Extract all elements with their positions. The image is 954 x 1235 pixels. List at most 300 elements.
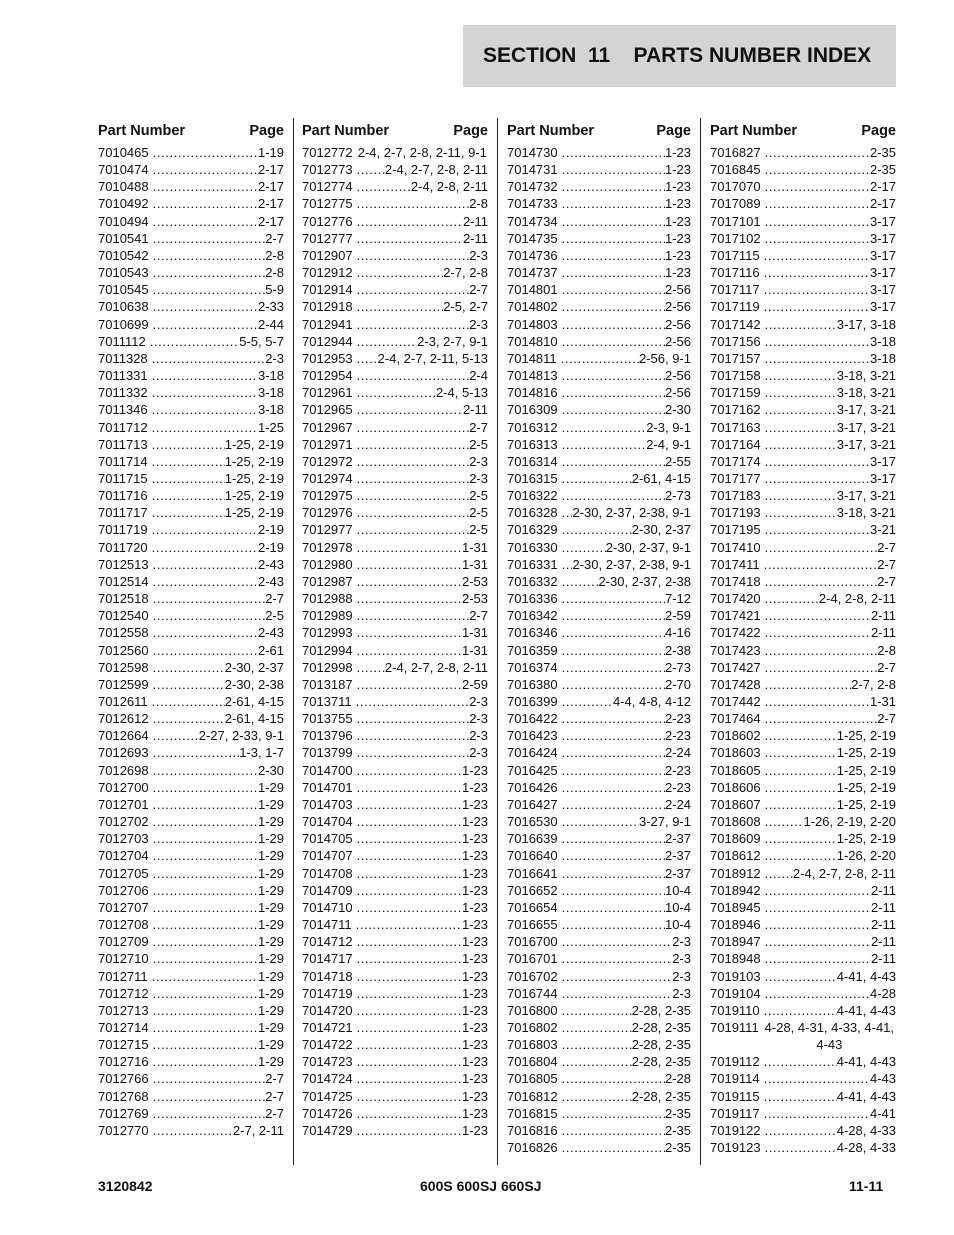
page-reference: 2-5 <box>469 488 488 504</box>
index-row <box>98 624 284 641</box>
page-reference: 1-23 <box>461 1088 488 1104</box>
page-reference: 4-16 <box>664 625 691 641</box>
part-number: 7016329 <box>507 522 558 538</box>
page-reference: 2-7 <box>265 591 284 607</box>
index-row <box>507 298 691 315</box>
index-row <box>98 899 284 916</box>
part-number: 7012703 <box>98 831 149 847</box>
index-row <box>507 316 691 333</box>
index-row <box>710 642 896 659</box>
index-row <box>710 539 896 556</box>
index-row <box>302 813 488 830</box>
part-number: 7014733 <box>507 196 558 212</box>
index-row <box>302 916 488 933</box>
page-reference: 2-3 <box>672 985 691 1001</box>
dot-leader <box>153 985 258 1002</box>
dot-leader <box>765 847 837 864</box>
index-row <box>98 933 284 950</box>
index-row <box>507 727 691 744</box>
index-row <box>302 1036 488 1053</box>
dot-leader <box>152 521 258 538</box>
part-number: 7017102 <box>710 230 761 246</box>
part-number: 7012994 <box>302 642 353 658</box>
dot-leader <box>357 419 470 436</box>
dot-leader <box>765 195 870 212</box>
part-number: 7014816 <box>507 385 558 401</box>
dot-leader <box>765 744 837 761</box>
dot-leader <box>357 1105 462 1122</box>
dot-leader <box>764 264 870 281</box>
index-row <box>98 1036 284 1053</box>
part-number: 7012704 <box>98 848 149 864</box>
page-reference: 2-7, 2-8 <box>851 676 896 692</box>
part-number: 7012977 <box>302 522 353 538</box>
part-number: 7017070 <box>710 179 761 195</box>
part-number: 7017089 <box>710 196 761 212</box>
index-row <box>710 607 896 624</box>
page-reference: 2-55 <box>664 453 691 469</box>
dot-leader <box>357 590 462 607</box>
page-reference: 2-4, 2-8, 2-11 <box>410 179 488 195</box>
part-number: 7016702 <box>507 968 558 984</box>
part-number: 7016314 <box>507 453 558 469</box>
dot-leader <box>357 1002 462 1019</box>
part-number: 7014735 <box>507 230 558 246</box>
dot-leader <box>357 710 470 727</box>
part-number: 7016744 <box>507 985 558 1001</box>
page-reference: 10-4 <box>664 917 691 933</box>
dot-leader <box>562 676 665 693</box>
page-reference: 2-3 <box>469 711 488 727</box>
page-reference: 1-23 <box>664 213 691 229</box>
page-reference: 2-11 <box>462 230 488 246</box>
page-reference: 1-23 <box>461 968 488 984</box>
section-title: SECTION 11 PARTS NUMBER INDEX <box>463 25 896 87</box>
index-row <box>710 230 896 247</box>
page-reference: 2-3 <box>672 951 691 967</box>
dot-leader <box>562 744 665 761</box>
page-reference: 2-35 <box>664 1140 691 1156</box>
index-row <box>710 333 896 350</box>
part-number: 7012971 <box>302 436 353 452</box>
dot-leader <box>562 830 665 847</box>
index-row <box>98 419 284 436</box>
dot-leader <box>765 384 837 401</box>
index-row <box>710 1105 896 1122</box>
page-reference: 2-4, 2-7, 2-8, 2-11 <box>792 865 896 881</box>
page-reference: 3-17, 3-21 <box>836 419 896 435</box>
page-reference: 2-37 <box>664 831 691 847</box>
page-reference: 3-17, 3-21 <box>836 488 896 504</box>
part-number: 7016330 <box>507 539 558 555</box>
part-number: 7014813 <box>507 368 558 384</box>
page-reference: 2-3 <box>469 453 488 469</box>
dot-leader <box>562 316 665 333</box>
page-reference: 1-23 <box>664 145 691 160</box>
index-row <box>710 796 896 813</box>
part-number: 7011720 <box>98 539 148 555</box>
page-header: Page <box>249 122 284 139</box>
part-number: 7016800 <box>507 1002 558 1018</box>
index-row <box>710 590 896 607</box>
dot-leader <box>357 281 470 298</box>
page-reference: 1-23 <box>461 934 488 950</box>
dot-leader <box>153 710 225 727</box>
part-number-header: Part Number <box>98 122 186 139</box>
page-reference: 4-41, 4-43 <box>836 1002 896 1018</box>
dot-leader <box>153 178 258 195</box>
index-row <box>98 213 284 230</box>
part-number: 7012914 <box>302 282 353 298</box>
page-reference: 2-27, 2-33, 9-1 <box>198 728 284 744</box>
page-reference: 1-23 <box>461 762 488 778</box>
page-reference: 2-43 <box>257 556 284 572</box>
page-reference: 2-33 <box>257 299 284 315</box>
index-row <box>710 573 896 590</box>
part-number: 7012987 <box>302 573 353 589</box>
part-number: 7012599 <box>98 676 149 692</box>
index-row <box>302 556 488 573</box>
dot-leader <box>153 779 258 796</box>
index-row <box>710 436 896 453</box>
index-row <box>710 401 896 418</box>
dot-leader <box>562 161 665 178</box>
index-row <box>302 693 488 710</box>
dot-leader <box>562 813 639 830</box>
index-row <box>507 144 691 161</box>
dot-leader <box>153 813 258 830</box>
dot-leader <box>562 504 573 521</box>
part-number: 7016328 <box>507 505 558 521</box>
page-reference: 1-23 <box>461 985 488 1001</box>
dot-leader <box>765 659 878 676</box>
index-row <box>98 865 284 882</box>
part-number: 7012961 <box>302 385 353 401</box>
page-reference: 4-41, 4-43 <box>836 968 896 984</box>
index-row <box>302 865 488 882</box>
index-row <box>507 384 691 401</box>
dot-leader <box>357 813 462 830</box>
part-number: 7014710 <box>302 899 353 915</box>
dot-leader <box>153 298 258 315</box>
index-row <box>710 950 896 967</box>
page-reference: 3-17 <box>869 230 896 246</box>
index-row <box>507 521 691 538</box>
part-number: 7016313 <box>507 436 558 452</box>
page-reference: 1-23 <box>461 1037 488 1053</box>
part-number: 7014737 <box>507 265 558 281</box>
index-row <box>507 710 691 727</box>
index-row <box>710 933 896 950</box>
index-row <box>302 487 488 504</box>
index-row <box>98 744 284 761</box>
column-header <box>710 118 896 143</box>
index-row <box>507 367 691 384</box>
index-row <box>98 367 284 384</box>
page-reference: 2-30, 2-38 <box>224 676 284 692</box>
part-number-header: Part Number <box>302 122 390 139</box>
dot-leader <box>357 779 462 796</box>
index-row <box>507 624 691 641</box>
index-row <box>507 419 691 436</box>
part-number: 7017422 <box>710 625 761 641</box>
index-row <box>710 281 896 298</box>
index-row <box>302 882 488 899</box>
dot-leader <box>562 230 665 247</box>
page-reference: 1-23 <box>461 865 488 881</box>
dot-leader <box>562 436 647 453</box>
index-row <box>98 144 284 161</box>
index-row <box>302 847 488 864</box>
page-reference: 1-29 <box>257 865 284 881</box>
index-row <box>710 487 896 504</box>
part-number: 7012965 <box>302 402 353 418</box>
column-header <box>302 118 488 143</box>
part-number: 7018945 <box>710 899 761 915</box>
page-reference: 3-27, 9-1 <box>638 814 691 830</box>
page-reference: 4-41, 4-43 <box>836 1088 896 1104</box>
page-reference: 2-11 <box>870 625 896 641</box>
dot-leader <box>153 1070 266 1087</box>
part-number: 7012514 <box>98 573 149 589</box>
part-number: 7016322 <box>507 488 558 504</box>
page-reference: 2-3 <box>469 316 488 332</box>
part-number: 7012612 <box>98 711 149 727</box>
dot-leader <box>357 178 411 195</box>
part-number: 7014703 <box>302 796 353 812</box>
index-column-3 <box>507 118 691 1165</box>
part-number: 7017418 <box>710 573 761 589</box>
dot-leader <box>765 985 870 1002</box>
part-number: 7014719 <box>302 985 353 1001</box>
index-row <box>98 779 284 796</box>
part-number: 7012941 <box>302 316 353 332</box>
dot-leader <box>153 1019 258 1036</box>
part-number: 7010494 <box>98 213 149 229</box>
footer-model: 600S 600SJ 660SJ <box>420 1178 542 1194</box>
part-number: 7011328 <box>98 350 148 366</box>
dot-leader <box>152 401 258 418</box>
index-row <box>98 178 284 195</box>
part-number: 7016812 <box>507 1088 558 1104</box>
index-row <box>507 539 691 556</box>
index-row <box>507 470 691 487</box>
dot-leader <box>765 487 837 504</box>
part-number: 7014720 <box>302 1002 353 1018</box>
page-reference: 2-7 <box>877 539 896 555</box>
dot-leader <box>153 281 266 298</box>
dot-leader <box>765 590 819 607</box>
part-number: 7014722 <box>302 1037 353 1053</box>
page-reference: 1-25, 2-19 <box>836 762 896 778</box>
part-number: 7012766 <box>98 1071 149 1087</box>
index-row <box>302 1088 488 1105</box>
page-reference: 1-29 <box>257 917 284 933</box>
index-row <box>507 1139 691 1156</box>
dot-leader <box>357 316 470 333</box>
index-row <box>710 144 896 161</box>
index-row <box>507 847 691 864</box>
index-row <box>98 264 284 281</box>
index-row <box>98 676 284 693</box>
footer-page-number: 11-11 <box>849 1178 884 1194</box>
dot-leader <box>153 213 258 230</box>
dot-leader <box>357 830 462 847</box>
page-reference: 1-29 <box>257 968 284 984</box>
dot-leader <box>357 195 470 212</box>
part-number: 7012975 <box>302 488 353 504</box>
index-row <box>507 1105 691 1122</box>
part-number: 7017427 <box>710 659 761 675</box>
part-number: 7018948 <box>710 951 761 967</box>
index-row <box>507 882 691 899</box>
part-number: 7016700 <box>507 934 558 950</box>
index-row <box>302 744 488 761</box>
index-row <box>302 1019 488 1036</box>
dot-leader <box>765 504 837 521</box>
part-number: 7016315 <box>507 470 558 486</box>
page-reference: 1-29 <box>257 899 284 915</box>
page-reference: 3-17, 3-18 <box>836 316 896 332</box>
dot-leader <box>153 865 258 882</box>
part-number: 7014801 <box>507 282 558 298</box>
index-row <box>710 1122 896 1139</box>
part-number: 7012700 <box>98 779 149 795</box>
index-row <box>302 1122 488 1139</box>
page-reference: 2-4 <box>469 368 488 384</box>
part-number: 7016816 <box>507 1122 558 1138</box>
part-number: 7019103 <box>710 968 761 984</box>
index-row <box>302 350 488 367</box>
dot-leader <box>765 607 871 624</box>
page-reference: 2-28, 2-35 <box>631 1054 691 1070</box>
page-reference: 2-35 <box>664 1122 691 1138</box>
dot-leader <box>562 779 665 796</box>
part-number: 7018606 <box>710 779 761 795</box>
page-reference: 1-23 <box>461 831 488 847</box>
index-row <box>98 539 284 556</box>
index-row <box>302 950 488 967</box>
page-reference: 1-23 <box>461 779 488 795</box>
part-number: 7011714 <box>98 453 148 469</box>
page-reference: 1-31 <box>461 556 488 572</box>
page-reference: 2-35 <box>869 162 896 178</box>
index-row <box>302 333 488 350</box>
part-number: 7012540 <box>98 608 149 624</box>
index-row <box>710 847 896 864</box>
page-reference: 1-31 <box>461 539 488 555</box>
index-row <box>302 470 488 487</box>
page-reference: 2-4, 2-7, 2-8, 2-11 <box>384 659 488 675</box>
page-reference: 2-56, 9-1 <box>638 350 691 366</box>
index-row <box>507 1019 691 1036</box>
page-reference: 4-43 <box>869 1071 896 1087</box>
part-number: 7018605 <box>710 762 761 778</box>
part-number: 7012664 <box>98 728 149 744</box>
dot-leader <box>562 916 665 933</box>
index-row <box>98 316 284 333</box>
dot-leader <box>357 573 462 590</box>
page-reference: 1-23 <box>664 230 691 246</box>
dot-leader <box>562 1019 632 1036</box>
index-row <box>710 727 896 744</box>
dot-leader <box>562 1036 632 1053</box>
page-reference: 2-7 <box>265 1071 284 1087</box>
index-row <box>710 744 896 761</box>
part-number: 7014802 <box>507 299 558 315</box>
dot-leader <box>562 1105 665 1122</box>
dot-leader <box>562 950 673 967</box>
page-reference: 10-4 <box>664 899 691 915</box>
part-number: 7012518 <box>98 591 149 607</box>
part-number: 7017119 <box>710 299 760 315</box>
index-row <box>98 1088 284 1105</box>
part-number: 7016655 <box>507 917 558 933</box>
page-reference: 1-25 <box>257 419 284 435</box>
page-reference: 1-25, 2-19 <box>224 505 284 521</box>
page-reference: 1-23 <box>461 899 488 915</box>
dot-leader <box>765 333 870 350</box>
part-number: 7014726 <box>302 1105 353 1121</box>
index-row <box>710 213 896 230</box>
index-row <box>302 504 488 521</box>
page-reference: 1-23 <box>461 1002 488 1018</box>
dot-leader <box>153 556 258 573</box>
page-reference: 3-18, 3-21 <box>836 368 896 384</box>
dot-leader <box>765 573 878 590</box>
part-number: 7014731 <box>507 162 558 178</box>
index-row <box>710 624 896 641</box>
index-row <box>98 727 284 744</box>
page-reference: 2-30, 2-37, 9-1 <box>605 539 691 555</box>
part-number: 7017421 <box>710 608 761 624</box>
page-reference: 1-23 <box>461 848 488 864</box>
index-row <box>507 659 691 676</box>
index-row <box>710 453 896 470</box>
page-reference: 2-4, 2-8, 2-11 <box>818 591 896 607</box>
part-number: 7016701 <box>507 951 558 967</box>
page-reference: 2-59 <box>461 676 488 692</box>
dot-leader <box>562 1002 632 1019</box>
index-row <box>302 659 488 676</box>
dot-leader <box>153 744 240 761</box>
index-row <box>507 213 691 230</box>
part-number: 7011719 <box>98 522 148 538</box>
index-row <box>98 384 284 401</box>
dot-leader <box>562 899 665 916</box>
part-number: 7013796 <box>302 728 353 744</box>
part-number: 7017156 <box>710 333 761 349</box>
part-number: 7016424 <box>507 745 558 761</box>
dot-leader <box>562 847 665 864</box>
part-number: 7012693 <box>98 745 149 761</box>
page-reference: 1-29 <box>257 1054 284 1070</box>
part-number: 7012974 <box>302 470 353 486</box>
index-row <box>710 659 896 676</box>
part-number: 7014725 <box>302 1088 353 1104</box>
index-row <box>710 916 896 933</box>
dot-leader <box>765 401 837 418</box>
part-number: 7014811 <box>507 350 557 366</box>
index-row <box>302 419 488 436</box>
page-reference: 5-9 <box>265 282 284 298</box>
index-row <box>98 693 284 710</box>
dot-leader <box>152 436 225 453</box>
page-reference: 1-31 <box>461 625 488 641</box>
dot-leader <box>765 1139 837 1156</box>
part-number: 7012944 <box>302 333 353 349</box>
part-number: 7014729 <box>302 1122 353 1138</box>
